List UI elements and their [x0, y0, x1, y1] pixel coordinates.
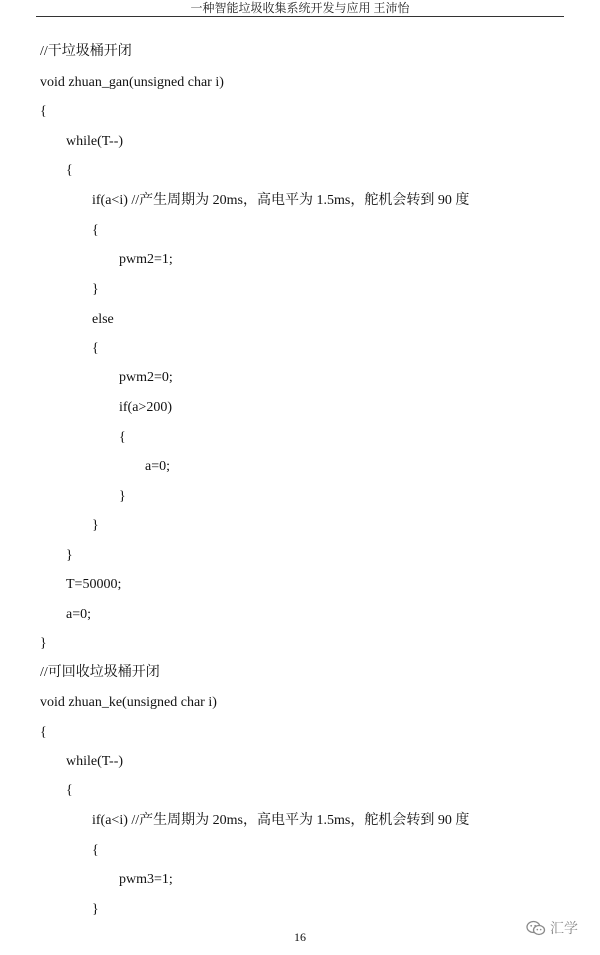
code-line: }	[92, 282, 99, 297]
function-signature: void zhuan_gan(unsigned char i)	[40, 75, 224, 90]
code-line: if(a<i) //产生周期为 20ms，高电平为 1.5ms，舵机会转到 90 度	[92, 813, 470, 828]
code-line: pwm2=1;	[119, 252, 173, 267]
code-line: pwm2=0;	[119, 370, 173, 385]
code-line: {	[92, 341, 99, 356]
code-line: }	[40, 636, 47, 651]
code-line: }	[66, 548, 73, 563]
code-line: else	[92, 312, 114, 327]
code-line: }	[92, 902, 99, 917]
code-line: {	[119, 430, 126, 445]
header-title: 一种智能垃圾收集系统开发与应用 王沛怡	[190, 1, 410, 15]
code-line: }	[92, 518, 99, 533]
watermark-text: 汇学	[550, 921, 578, 937]
code-line: {	[40, 104, 47, 119]
code-line: if(a>200)	[119, 400, 172, 415]
wechat-icon	[526, 920, 546, 936]
function-signature: void zhuan_ke(unsigned char i)	[40, 695, 217, 710]
code-line: }	[119, 489, 126, 504]
comment-line: //可回收垃圾桶开闭	[40, 665, 160, 680]
page-number: 16	[294, 930, 306, 944]
code-line: {	[92, 843, 99, 858]
comment-line: //干垃圾桶开闭	[40, 44, 132, 59]
code-line: if(a<i) //产生周期为 20ms，高电平为 1.5ms，舵机会转到 90 度	[92, 193, 470, 208]
code-line: T=50000;	[66, 577, 122, 592]
code-line: {	[66, 783, 73, 798]
code-line: while(T--)	[66, 134, 124, 149]
code-line: while(T--)	[66, 754, 124, 769]
code-line: a=0;	[145, 459, 170, 474]
code-line: pwm3=1;	[119, 872, 173, 887]
code-line: {	[92, 223, 99, 238]
code-line: a=0;	[66, 607, 91, 622]
watermark	[526, 918, 578, 938]
code-line: {	[66, 163, 73, 178]
code-line: {	[40, 725, 47, 740]
